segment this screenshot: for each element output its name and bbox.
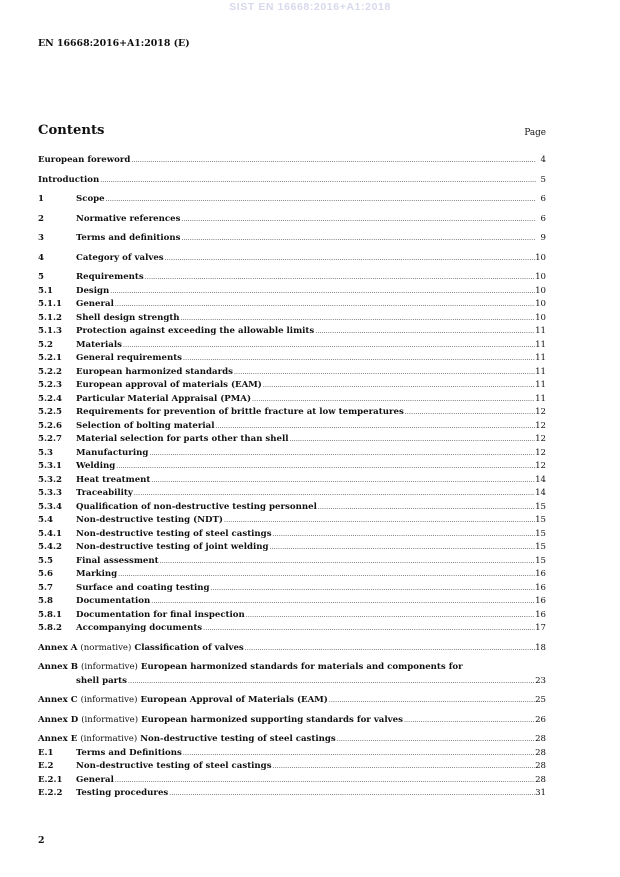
toc-leader-dots (202, 622, 535, 636)
toc-entry-number: 5.8.1 (38, 609, 62, 620)
annex-kind: (informative) (81, 662, 138, 672)
toc-entry-title: Non-destructive testing of joint welding (76, 542, 269, 552)
toc-page-number: 28 (535, 774, 546, 785)
toc-annex-title (38, 694, 328, 708)
toc-entry-title: Non-destructive testing of steel castings (76, 528, 272, 539)
toc-entry-number: 5.3.1 (38, 461, 62, 471)
toc-leader-dots (289, 433, 536, 447)
toc-leader-dots (262, 379, 535, 393)
toc-page-number: 16 (535, 596, 546, 606)
toc-entry-5-2-5[interactable] (38, 406, 546, 420)
toc-entry-title: Testing procedures (76, 788, 169, 798)
toc-entry-title: Manufacturing (76, 447, 149, 458)
toc-annex-title (38, 714, 403, 728)
toc-leader-dots (180, 312, 536, 326)
toc-leader-dots (144, 271, 535, 285)
toc-entry-5-1-1[interactable] (38, 298, 546, 312)
toc-entry-title: Particular Material Appraisal (PMA) (76, 393, 252, 404)
toc-entry-title: Requirements (76, 272, 144, 282)
toc-entry-european-foreword[interactable] (38, 154, 546, 168)
toc-entry-annex-b[interactable] (38, 661, 546, 675)
toc-entry-number: E.1 (38, 747, 54, 758)
toc-entry-number: 5.2.7 (38, 434, 62, 444)
toc-entry-4[interactable] (38, 252, 546, 266)
toc-page-number: 23 (535, 675, 546, 686)
toc-page-number: 11 (535, 339, 546, 350)
toc-entry-title: European harmonized standards (76, 366, 233, 377)
toc-entry-number: E.2 (38, 761, 54, 771)
toc-page-number: 12 (535, 461, 546, 471)
toc-page-number: 4 (540, 155, 546, 165)
toc-entry-number: 5.7 (38, 582, 53, 593)
toc-page-number: 28 (535, 747, 546, 758)
toc-entry-5-6[interactable] (38, 568, 546, 582)
toc-leader-dots (105, 193, 536, 207)
toc-entry-title: Documentation for final inspection (76, 609, 245, 620)
toc-page-number: 6 (540, 213, 546, 224)
toc-entry-number: 5.8.2 (38, 623, 62, 633)
toc-leader-dots (336, 733, 535, 747)
toc-leader-dots (251, 393, 535, 407)
toc-entry-number: 5.3.3 (38, 488, 62, 498)
document-id: EN 16668:2016+A1:2018 (E) (38, 38, 190, 49)
toc-entry-title: Normative references (76, 213, 181, 224)
toc-entry-title: Shell design strength (76, 312, 180, 323)
toc-entry-title: Material selection for parts other than shell (76, 434, 289, 444)
toc-leader-dots (164, 252, 535, 266)
toc-leader-dots (114, 774, 535, 788)
toc-entry-number: 5.2.4 (38, 393, 62, 404)
annex-title: European Approval of Materials (EAM) (140, 695, 328, 705)
toc-entry-title: Qualification of non-destructive testing personnel (76, 501, 317, 512)
toc-page-number: 16 (535, 582, 546, 593)
toc-entry-5-2-6[interactable] (38, 420, 546, 434)
toc-entry-5-8-1[interactable] (38, 609, 546, 623)
toc-leader-dots (244, 642, 535, 656)
toc-entry-5-4[interactable] (38, 514, 546, 528)
toc-entry-title: Heat treatment (76, 474, 151, 485)
toc-entry-number: 5.3.2 (38, 474, 62, 485)
toc-entry-number: 5 (38, 272, 44, 282)
toc-entry-title: Terms and Definitions (76, 747, 182, 758)
annex-kind: (informative) (80, 734, 138, 744)
toc-page-number: 11 (535, 326, 546, 336)
toc-leader-dots (115, 460, 535, 474)
toc-leader-dots (223, 514, 535, 528)
toc-entry-2[interactable] (38, 213, 546, 227)
toc-leader-dots (328, 694, 535, 708)
watermark: SIST EN 16668:2016+A1:2018 (229, 1, 391, 13)
toc-entry-number: E.2.2 (38, 788, 63, 798)
toc-entry-number: 5.2.2 (38, 366, 62, 377)
toc-page-number: 16 (535, 609, 546, 620)
toc-leader-dots (109, 285, 535, 299)
toc-leader-dots (133, 487, 535, 501)
toc-page-number: 18 (535, 642, 546, 653)
toc-leader-dots (114, 298, 535, 312)
toc-entry-number: 5.6 (38, 569, 53, 579)
toc-leader-dots (180, 213, 536, 227)
toc-entry-title: Surface and coating testing (76, 582, 210, 593)
toc-page-number: 14 (535, 474, 546, 485)
annex-label: Annex C (38, 695, 78, 705)
toc-entry-number: 5.1.2 (38, 312, 62, 323)
toc-page-number: 15 (535, 555, 546, 566)
toc-entry-number: 5.1.3 (38, 326, 62, 336)
toc-entry-5-3-4[interactable] (38, 501, 546, 515)
toc-page-number: 12 (535, 407, 546, 417)
toc-entry-number: 1 (38, 194, 44, 204)
toc-entry-annex-b-continued[interactable] (38, 675, 546, 689)
toc-page-number: 15 (535, 501, 546, 512)
page-column-label: Page (524, 128, 546, 138)
toc-leader-dots (272, 760, 536, 774)
toc-entry-title: Materials (76, 339, 122, 350)
toc-leader-dots (317, 501, 535, 515)
toc-entry-number: 5.8 (38, 596, 53, 606)
toc-page-number: 31 (535, 788, 546, 798)
toc-leader-dots (245, 609, 535, 623)
toc-leader-dots (99, 174, 536, 188)
toc-entry-title: General (76, 774, 114, 785)
toc-page-number: 16 (535, 569, 546, 579)
toc-entry-5-1-3[interactable] (38, 325, 546, 339)
toc-entry-5-3-3[interactable] (38, 487, 546, 501)
toc-page-number: 11 (535, 353, 546, 363)
toc-entry-5-1[interactable] (38, 285, 546, 299)
toc-entry-e-2-1[interactable] (38, 774, 546, 788)
toc-leader-dots (182, 747, 535, 761)
toc-leader-dots (314, 325, 535, 339)
toc-page-number: 28 (535, 761, 546, 771)
toc-entry-title: Introduction (38, 174, 100, 185)
toc-entry-title: Accompanying documents (76, 623, 203, 633)
toc-entry-annex-c[interactable] (38, 694, 546, 708)
toc-leader-dots (272, 528, 536, 542)
toc-entry-title: Requirements for prevention of brittle fracture at low temperatures (76, 407, 404, 417)
toc-page-number: 15 (535, 515, 546, 525)
toc-entry-5-2-1[interactable] (38, 352, 546, 366)
toc-leader-dots (404, 406, 535, 420)
toc-page-number: 25 (535, 695, 546, 705)
toc-entry-5-2-4[interactable] (38, 393, 546, 407)
toc-page-number: 11 (535, 366, 546, 377)
toc-entry-5-8-2[interactable] (38, 622, 546, 636)
toc-page-number: 10 (535, 312, 546, 323)
toc-entry-introduction[interactable] (38, 174, 546, 188)
toc-entry-number: 5.5 (38, 555, 53, 566)
toc-annex-title (38, 733, 336, 747)
toc-leader-dots (403, 714, 535, 728)
toc-page-number: 11 (535, 380, 546, 390)
toc-entry-number: 3 (38, 233, 44, 243)
toc-entry-title: Welding (76, 461, 116, 471)
toc-entry-e-2-2[interactable] (38, 787, 546, 801)
toc-entry-title: European approval of materials (EAM) (76, 380, 262, 390)
annex-kind: (normative) (80, 642, 132, 653)
toc-page-number: 28 (535, 734, 546, 744)
toc-entry-e-2[interactable] (38, 760, 546, 774)
toc-entry-number: 5.3 (38, 447, 53, 458)
toc-entry-annex-a[interactable] (38, 642, 546, 656)
table-of-contents (38, 154, 546, 801)
toc-page-number: 15 (535, 542, 546, 552)
annex-title: European harmonized supporting standards for valves (141, 714, 403, 725)
toc-entry-title: Selection of bolting material (76, 420, 215, 431)
toc-page-number: 10 (535, 299, 546, 309)
toc-entry-5-8[interactable] (38, 595, 546, 609)
toc-entry-title: General requirements (76, 353, 183, 363)
toc-entry-5-3-1[interactable] (38, 460, 546, 474)
footer-page-number: 2 (38, 835, 45, 846)
toc-entry-number: E.2.1 (38, 774, 63, 785)
toc-entry-title: Non-destructive testing of steel castings (76, 761, 272, 771)
toc-entry-title: Scope (76, 194, 105, 204)
annex-label: Annex B (38, 662, 79, 672)
toc-entry-5-3-2[interactable] (38, 474, 546, 488)
toc-page-number: 6 (540, 194, 546, 204)
toc-entry-annex-d[interactable] (38, 714, 546, 728)
toc-entry-title: Non-destructive testing (NDT) (76, 515, 223, 525)
toc-entry-5-1-2[interactable] (38, 312, 546, 326)
toc-page-number: 10 (535, 285, 546, 296)
toc-entry-5-7[interactable] (38, 582, 546, 596)
toc-entry-title: Terms and definitions (76, 233, 181, 243)
toc-entry-5-4-1[interactable] (38, 528, 546, 542)
annex-title: European harmonized standards for materials and components for (140, 662, 463, 672)
toc-entry-annex-e[interactable] (38, 733, 546, 747)
toc-entry-e-1[interactable] (38, 747, 546, 761)
toc-leader-dots (117, 568, 535, 582)
toc-entry-5-5[interactable] (38, 555, 546, 569)
toc-leader-dots (269, 541, 536, 555)
toc-entry-number: 5.4.2 (38, 542, 62, 552)
toc-entry-5-2-7[interactable] (38, 433, 546, 447)
toc-entry-title: Design (76, 285, 110, 296)
contents-heading: Contents (38, 123, 105, 138)
toc-entry-5-2[interactable] (38, 339, 546, 353)
toc-entry-number: 5.4.1 (38, 528, 62, 539)
toc-entry-5-3[interactable] (38, 447, 546, 461)
toc-entry-number: 4 (38, 252, 44, 263)
annex-title-continued: shell parts (76, 675, 127, 686)
toc-page-number: 15 (535, 528, 546, 539)
toc-leader-dots (214, 420, 535, 434)
toc-page-number: 11 (535, 393, 546, 404)
annex-label: Annex D (38, 714, 79, 725)
toc-entry-3[interactable] (38, 232, 546, 246)
toc-entry-number: 5.2.5 (38, 407, 62, 417)
toc-entry-title: Protection against exceeding the allowable limits (76, 326, 315, 336)
toc-leader-dots (150, 474, 535, 488)
toc-entry-number: 5.2.6 (38, 420, 62, 431)
toc-entry-5-2-2[interactable] (38, 366, 546, 380)
toc-entry-title: Marking (76, 569, 118, 579)
toc-leader-dots (150, 595, 535, 609)
toc-entry-1[interactable] (38, 193, 546, 207)
toc-page-number: 12 (535, 420, 546, 431)
toc-entry-number: 5.2.3 (38, 380, 62, 390)
annex-title: Classification of valves (134, 642, 244, 653)
toc-leader-dots (233, 366, 535, 380)
toc-entry-title: Final assessment (76, 555, 159, 566)
toc-entry-number: 5.2.1 (38, 353, 62, 363)
toc-leader-dots (182, 352, 535, 366)
toc-entry-number: 5.3.4 (38, 501, 62, 512)
toc-leader-dots (168, 787, 535, 801)
annex-label: Annex E (38, 734, 78, 744)
toc-entry-title: Traceability (76, 488, 133, 498)
toc-entry-number: 5.1.1 (38, 299, 62, 309)
toc-entry-number: 5.1 (38, 285, 53, 296)
toc-entry-title: General (76, 299, 114, 309)
toc-entry-number: 2 (38, 213, 44, 224)
toc-entry-number: 5.2 (38, 339, 53, 350)
toc-leader-dots (148, 447, 535, 461)
toc-page-number: 17 (535, 623, 546, 633)
toc-page-number: 26 (535, 714, 546, 725)
toc-page-number: 14 (535, 488, 546, 498)
toc-annex-title (38, 642, 244, 656)
toc-entry-title: Category of valves (76, 252, 164, 263)
toc-leader-dots (127, 675, 535, 689)
toc-entry-title: European foreword (38, 155, 131, 165)
toc-entry-number: 5.4 (38, 515, 53, 525)
toc-entry-5[interactable] (38, 271, 546, 285)
toc-leader-dots (130, 154, 536, 168)
annex-label: Annex A (38, 642, 78, 653)
toc-page-number: 12 (535, 447, 546, 458)
annex-kind: (informative) (81, 714, 139, 725)
toc-leader-dots (180, 232, 536, 246)
toc-entry-title: Documentation (76, 596, 151, 606)
annex-title: Non-destructive testing of steel castings (140, 734, 336, 744)
annex-kind: (informative) (80, 695, 138, 705)
toc-page-number: 10 (535, 252, 546, 263)
toc-entry-5-2-3[interactable] (38, 379, 546, 393)
toc-page-number: 12 (535, 434, 546, 444)
toc-leader-dots (210, 582, 536, 596)
toc-leader-dots (122, 339, 535, 353)
toc-entry-5-4-2[interactable] (38, 541, 546, 555)
toc-leader-dots (159, 555, 535, 569)
toc-page-number: 9 (540, 233, 546, 243)
toc-page-number: 5 (540, 174, 546, 185)
toc-page-number: 10 (535, 272, 546, 282)
